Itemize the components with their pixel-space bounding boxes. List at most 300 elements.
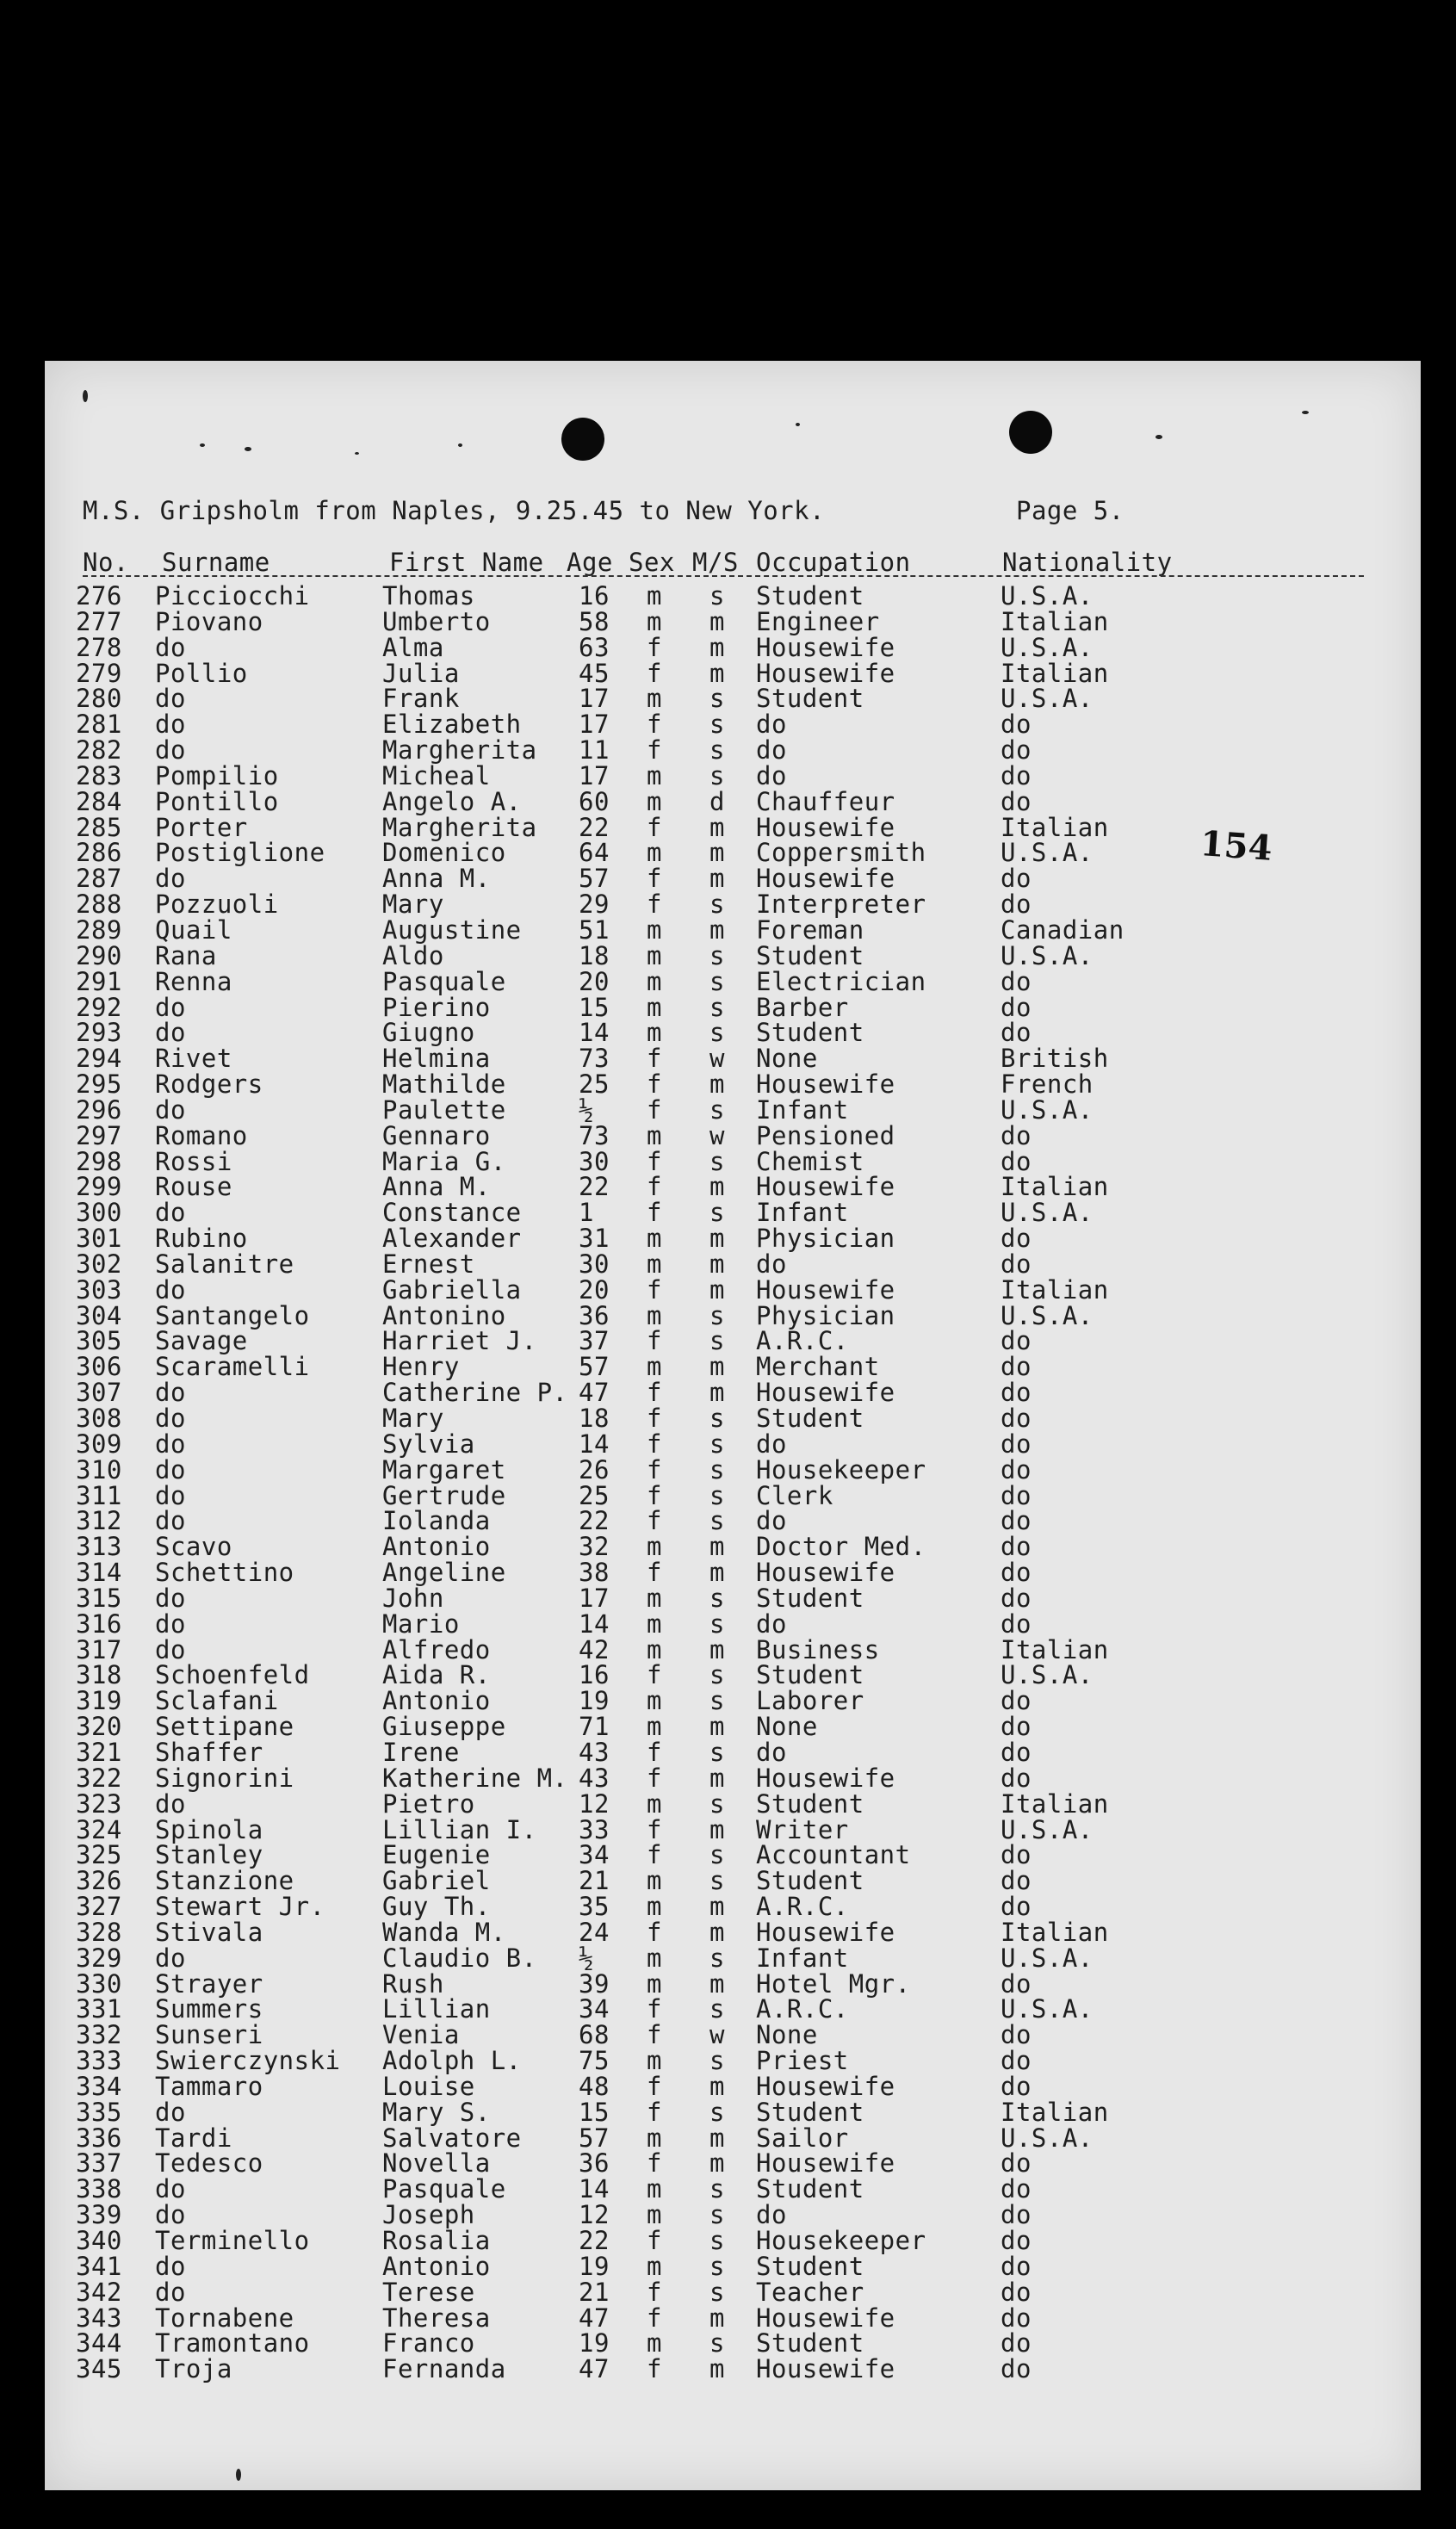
table-row: [45, 1274, 1421, 1305]
row-first-name: Antonino: [382, 1300, 506, 1330]
row-no: 277: [76, 606, 122, 636]
row-surname: do: [155, 1429, 186, 1459]
row-age: 16: [579, 581, 610, 611]
row-age: 37: [579, 1326, 610, 1356]
row-nationality: U.S.A.: [1001, 2123, 1094, 2153]
row-sex: f: [647, 1044, 662, 1074]
row-no: 291: [76, 966, 122, 996]
row-nationality: do: [1001, 2251, 1032, 2281]
row-marital-status: w: [709, 2020, 725, 2050]
row-no: 279: [76, 658, 122, 688]
row-nationality: do: [1001, 1609, 1032, 1639]
row-nationality: U.S.A.: [1001, 940, 1094, 970]
row-marital-status: s: [709, 1943, 725, 1973]
table-row: [45, 889, 1421, 920]
row-first-name: Sylvia: [382, 1429, 475, 1459]
row-nationality: do: [1001, 2354, 1032, 2384]
table-row: [45, 735, 1421, 766]
row-age: 18: [579, 1404, 610, 1433]
row-age: 36: [579, 1300, 610, 1330]
table-row: [45, 1558, 1421, 1588]
row-sex: f: [647, 710, 662, 740]
row-first-name: Paulette: [382, 1094, 506, 1125]
table-row: [45, 1688, 1421, 1714]
row-occupation: Housekeeper: [756, 2226, 926, 2255]
row-surname: do: [155, 1583, 186, 1613]
row-first-name: Lillian: [382, 1994, 491, 2024]
row-age: 14: [579, 2174, 610, 2204]
row-nationality: do: [1001, 1018, 1032, 1048]
table-row: [45, 940, 1421, 970]
row-no: 288: [76, 889, 122, 920]
row-age: 57: [579, 864, 610, 894]
row-marital-status: s: [709, 1583, 725, 1613]
table-row: [45, 1585, 1421, 1611]
row-occupation: Chemist: [756, 1146, 864, 1176]
row-surname: Stewart Jr.: [155, 1892, 325, 1922]
row-age: 20: [579, 1274, 610, 1305]
row-sex: f: [647, 1274, 662, 1305]
row-age: 57: [579, 1352, 610, 1382]
row-surname: Tornabene: [155, 2303, 294, 2333]
row-first-name: Giuseppe: [382, 1712, 506, 1742]
row-nationality: do: [1001, 1404, 1032, 1433]
row-no: 278: [76, 632, 122, 662]
row-occupation: Laborer: [756, 1686, 864, 1716]
row-nationality: French: [1001, 1069, 1094, 1100]
row-age: 75: [579, 2046, 610, 2076]
row-sex: f: [647, 2148, 662, 2179]
row-age: 24: [579, 1917, 610, 1947]
row-sex: f: [647, 1198, 662, 1228]
table-row: [45, 2228, 1421, 2253]
col-surname: Surname: [162, 548, 270, 577]
row-marital-status: m: [709, 864, 725, 894]
row-no: 313: [76, 1532, 122, 1562]
row-marital-status: m: [709, 812, 725, 842]
row-sex: m: [647, 1352, 662, 1382]
row-occupation: None: [756, 1044, 818, 1074]
row-occupation: Student: [756, 1660, 864, 1690]
row-first-name: Eugenie: [382, 1840, 491, 1870]
row-marital-status: m: [709, 632, 725, 662]
row-no: 299: [76, 1172, 122, 1202]
row-marital-status: m: [709, 1558, 725, 1588]
row-age: 22: [579, 2226, 610, 2255]
row-no: 344: [76, 2328, 122, 2359]
row-surname: Scaramelli: [155, 1352, 310, 1382]
table-row: [45, 710, 1421, 740]
row-surname: do: [155, 1018, 186, 1048]
row-no: 289: [76, 914, 122, 945]
row-nationality: Italian: [1001, 2097, 1109, 2127]
row-age: 25: [579, 1480, 610, 1510]
row-sex: f: [647, 1994, 662, 2024]
row-occupation: Sailor: [756, 2123, 849, 2153]
row-first-name: Micheal: [382, 760, 491, 790]
row-surname: Porter: [155, 812, 248, 842]
row-marital-status: s: [709, 1429, 725, 1459]
row-no: 338: [76, 2174, 122, 2204]
row-first-name: Louise: [382, 2071, 475, 2101]
table-row: [45, 1378, 1421, 1408]
row-first-name: Anna M.: [382, 864, 491, 894]
row-no: 345: [76, 2354, 122, 2384]
row-nationality: U.S.A.: [1001, 1943, 1094, 1973]
ink-speck: [458, 443, 462, 447]
row-marital-status: s: [709, 889, 725, 920]
row-surname: Savage: [155, 1326, 248, 1356]
row-surname: Salanitre: [155, 1249, 294, 1279]
table-row: [45, 1018, 1421, 1048]
row-sex: m: [647, 1788, 662, 1819]
col-nationality: Nationality: [1002, 548, 1173, 577]
row-first-name: Domenico: [382, 838, 506, 868]
table-row: [45, 1094, 1421, 1125]
row-age: 48: [579, 2071, 610, 2101]
row-no: 342: [76, 2277, 122, 2307]
row-surname: Tammaro: [155, 2071, 263, 2101]
row-no: 332: [76, 2020, 122, 2050]
row-age: 38: [579, 1558, 610, 1588]
row-occupation: Physician: [756, 1300, 895, 1330]
row-occupation: Student: [756, 2251, 864, 2281]
row-occupation: Doctor Med.: [756, 1532, 926, 1562]
row-sex: f: [647, 1480, 662, 1510]
table-row: [45, 838, 1421, 868]
row-marital-status: s: [709, 684, 725, 714]
table-row: [45, 1120, 1421, 1150]
table-row: [45, 1300, 1421, 1330]
table-row: [45, 1044, 1421, 1074]
row-no: 343: [76, 2303, 122, 2333]
row-first-name: Aldo: [382, 940, 444, 970]
row-surname: Sunseri: [155, 2020, 263, 2050]
row-surname: Settipane: [155, 1712, 294, 1742]
row-occupation: Housewife: [756, 1917, 895, 1947]
row-surname: Quail: [155, 914, 232, 945]
table-row: [45, 2073, 1421, 2099]
row-first-name: Gertrude: [382, 1480, 506, 1510]
row-marital-status: s: [709, 2277, 725, 2307]
row-occupation: Pensioned: [756, 1120, 895, 1150]
row-first-name: Frank: [382, 684, 460, 714]
row-nationality: Italian: [1001, 1917, 1109, 1947]
row-age: 51: [579, 914, 610, 945]
row-sex: f: [647, 1069, 662, 1100]
table-row: [45, 2279, 1421, 2305]
row-marital-status: s: [709, 1994, 725, 2024]
row-sex: m: [647, 966, 662, 996]
row-nationality: do: [1001, 1480, 1032, 1510]
row-surname: Strayer: [155, 1968, 263, 1999]
row-age: 73: [579, 1044, 610, 1074]
row-marital-status: s: [709, 1840, 725, 1870]
table-row: [45, 914, 1421, 945]
row-first-name: Anna M.: [382, 1172, 491, 1202]
row-nationality: U.S.A.: [1001, 632, 1094, 662]
table-row: [45, 1868, 1421, 1894]
row-marital-status: m: [709, 2303, 725, 2333]
row-first-name: Elizabeth: [382, 710, 522, 740]
table-row: [45, 1662, 1421, 1688]
row-nationality: U.S.A.: [1001, 838, 1094, 868]
row-first-name: Alfredo: [382, 1634, 491, 1664]
row-occupation: Student: [756, 1866, 864, 1896]
row-sex: m: [647, 838, 662, 868]
row-nationality: do: [1001, 1378, 1032, 1408]
row-marital-status: s: [709, 2251, 725, 2281]
row-age: 39: [579, 1968, 610, 1999]
row-occupation: Housewife: [756, 812, 895, 842]
ink-speck: [355, 452, 359, 455]
row-surname: Renna: [155, 966, 232, 996]
row-nationality: do: [1001, 1737, 1032, 1767]
row-nationality: Italian: [1001, 1274, 1109, 1305]
row-age: 34: [579, 1994, 610, 2024]
row-occupation: A.R.C.: [756, 1892, 849, 1922]
row-surname: Rodgers: [155, 1069, 263, 1100]
passenger-list: [45, 583, 1421, 2382]
row-occupation: Infant: [756, 1198, 849, 1228]
row-occupation: Housewife: [756, 1172, 895, 1202]
row-sex: m: [647, 1866, 662, 1896]
row-occupation: Housekeeper: [756, 1454, 926, 1485]
table-row: [45, 2253, 1421, 2279]
document-page: [45, 361, 1421, 2490]
row-sex: m: [647, 1583, 662, 1613]
row-first-name: Catherine P.: [382, 1378, 568, 1408]
row-nationality: U.S.A.: [1001, 1814, 1094, 1844]
row-sex: f: [647, 735, 662, 766]
row-age: ½: [579, 1943, 594, 1973]
row-marital-status: s: [709, 1326, 725, 1356]
row-no: 281: [76, 710, 122, 740]
row-nationality: do: [1001, 1840, 1032, 1870]
row-nationality: U.S.A.: [1001, 1660, 1094, 1690]
row-no: 335: [76, 2097, 122, 2127]
row-surname: do: [155, 735, 186, 766]
row-no: 305: [76, 1326, 122, 1356]
row-sex: m: [647, 581, 662, 611]
row-sex: m: [647, 992, 662, 1022]
row-no: 280: [76, 684, 122, 714]
table-row: [45, 1352, 1421, 1382]
row-nationality: do: [1001, 2020, 1032, 2050]
row-first-name: Giugno: [382, 1018, 475, 1048]
row-surname: Stivala: [155, 1917, 263, 1947]
row-age: 68: [579, 2020, 610, 2050]
row-first-name: Pietro: [382, 1788, 475, 1819]
row-occupation: Barber: [756, 992, 849, 1022]
header-underline: [83, 575, 1364, 577]
row-sex: f: [647, 1814, 662, 1844]
row-nationality: do: [1001, 1120, 1032, 1150]
row-marital-status: m: [709, 1892, 725, 1922]
row-marital-status: s: [709, 966, 725, 996]
row-surname: do: [155, 1454, 186, 1485]
row-occupation: Student: [756, 1788, 864, 1819]
row-occupation: Housewife: [756, 864, 895, 894]
row-sex: m: [647, 940, 662, 970]
table-row: [45, 1892, 1421, 1922]
col-occupation: Occupation: [756, 548, 911, 577]
row-marital-status: s: [709, 1454, 725, 1485]
row-age: 12: [579, 2200, 610, 2230]
row-surname: do: [155, 1788, 186, 1819]
row-sex: f: [647, 2303, 662, 2333]
row-nationality: do: [1001, 1892, 1032, 1922]
row-age: 34: [579, 1840, 610, 1870]
row-sex: m: [647, 1224, 662, 1254]
row-nationality: do: [1001, 2226, 1032, 2255]
row-marital-status: m: [709, 606, 725, 636]
row-occupation: do: [756, 1506, 787, 1536]
table-row: [45, 1842, 1421, 1868]
row-no: 318: [76, 1660, 122, 1690]
row-first-name: Wanda M.: [382, 1917, 506, 1947]
row-sex: f: [647, 889, 662, 920]
row-nationality: do: [1001, 1326, 1032, 1356]
row-first-name: Thomas: [382, 581, 475, 611]
row-no: 312: [76, 1506, 122, 1536]
table-row: [45, 2046, 1421, 2076]
row-marital-status: m: [709, 2354, 725, 2384]
row-age: 22: [579, 812, 610, 842]
row-age: 14: [579, 1018, 610, 1048]
ink-speck: [236, 2469, 241, 2481]
row-first-name: Alexander: [382, 1224, 522, 1254]
ink-speck: [1302, 411, 1309, 414]
row-first-name: Augustine: [382, 914, 522, 945]
row-no: 287: [76, 864, 122, 894]
row-occupation: Engineer: [756, 606, 880, 636]
row-nationality: do: [1001, 1224, 1032, 1254]
row-surname: Pozzuoli: [155, 889, 279, 920]
row-first-name: Maria G.: [382, 1146, 506, 1176]
row-sex: f: [647, 1172, 662, 1202]
row-no: 310: [76, 1454, 122, 1485]
row-sex: f: [647, 1840, 662, 1870]
row-first-name: Lillian I.: [382, 1814, 537, 1844]
row-surname: Stanzione: [155, 1866, 294, 1896]
table-row: [45, 1508, 1421, 1534]
row-marital-status: s: [709, 2174, 725, 2204]
table-row: [45, 2125, 1421, 2151]
row-no: 300: [76, 1198, 122, 1228]
row-occupation: A.R.C.: [756, 1994, 849, 2024]
row-age: 30: [579, 1146, 610, 1176]
row-age: 22: [579, 1506, 610, 1536]
row-age: 21: [579, 1866, 610, 1896]
row-age: 21: [579, 2277, 610, 2307]
row-surname: Schoenfeld: [155, 1660, 310, 1690]
table-row: [45, 1765, 1421, 1791]
row-marital-status: s: [709, 710, 725, 740]
row-occupation: do: [756, 1609, 787, 1639]
row-occupation: A.R.C.: [756, 1326, 849, 1356]
row-surname: Sclafani: [155, 1686, 279, 1716]
row-age: 31: [579, 1224, 610, 1254]
row-no: 340: [76, 2226, 122, 2255]
row-first-name: Pasquale: [382, 966, 506, 996]
row-nationality: Canadian: [1001, 914, 1125, 945]
row-nationality: do: [1001, 786, 1032, 816]
row-occupation: Hotel Mgr.: [756, 1968, 911, 1999]
row-age: 71: [579, 1712, 610, 1742]
row-first-name: Pierino: [382, 992, 491, 1022]
ink-speck: [83, 390, 88, 402]
row-age: 17: [579, 684, 610, 714]
row-no: 324: [76, 1814, 122, 1844]
row-nationality: Italian: [1001, 1172, 1109, 1202]
table-row: [45, 2202, 1421, 2228]
row-occupation: Teacher: [756, 2277, 864, 2307]
row-surname: do: [155, 1274, 186, 1305]
row-age: 57: [579, 2123, 610, 2153]
row-sex: f: [647, 1763, 662, 1793]
row-sex: f: [647, 1506, 662, 1536]
table-row: [45, 2099, 1421, 2125]
row-sex: m: [647, 1892, 662, 1922]
row-marital-status: s: [709, 1506, 725, 1536]
row-marital-status: m: [709, 1274, 725, 1305]
row-nationality: do: [1001, 2328, 1032, 2359]
row-surname: Postiglione: [155, 838, 325, 868]
row-first-name: Ernest: [382, 1249, 475, 1279]
row-sex: f: [647, 812, 662, 842]
row-nationality: do: [1001, 2200, 1032, 2230]
table-row: [45, 992, 1421, 1022]
row-nationality: do: [1001, 1763, 1032, 1793]
row-nationality: do: [1001, 1249, 1032, 1279]
row-marital-status: m: [709, 1172, 725, 1202]
row-occupation: do: [756, 735, 787, 766]
row-sex: f: [647, 1737, 662, 1767]
row-surname: do: [155, 1404, 186, 1433]
row-occupation: Housewife: [756, 1378, 895, 1408]
row-first-name: Katherine M.: [382, 1763, 568, 1793]
row-age: 43: [579, 1763, 610, 1793]
table-row: [45, 786, 1421, 816]
row-no: 308: [76, 1404, 122, 1433]
table-row: [45, 1431, 1421, 1457]
row-first-name: Margherita: [382, 735, 537, 766]
row-first-name: Guy Th.: [382, 1892, 491, 1922]
row-marital-status: s: [709, 1737, 725, 1767]
row-marital-status: m: [709, 1917, 725, 1947]
row-first-name: Angeline: [382, 1558, 506, 1588]
row-first-name: Terese: [382, 2277, 475, 2307]
row-marital-status: s: [709, 1094, 725, 1125]
row-nationality: do: [1001, 1454, 1032, 1485]
row-sex: f: [647, 2071, 662, 2101]
row-sex: f: [647, 2354, 662, 2384]
ink-speck: [1156, 435, 1162, 439]
row-occupation: Priest: [756, 2046, 849, 2076]
table-row: [45, 1996, 1421, 2022]
row-marital-status: s: [709, 1404, 725, 1433]
row-occupation: Housewife: [756, 2148, 895, 2179]
row-marital-status: s: [709, 992, 725, 1022]
row-marital-status: w: [709, 1044, 725, 1074]
col-first-name: First Name: [389, 548, 544, 577]
row-nationality: Italian: [1001, 1788, 1109, 1819]
row-age: 15: [579, 992, 610, 1022]
row-nationality: U.S.A.: [1001, 1300, 1094, 1330]
row-marital-status: w: [709, 1120, 725, 1150]
row-sex: f: [647, 1454, 662, 1485]
